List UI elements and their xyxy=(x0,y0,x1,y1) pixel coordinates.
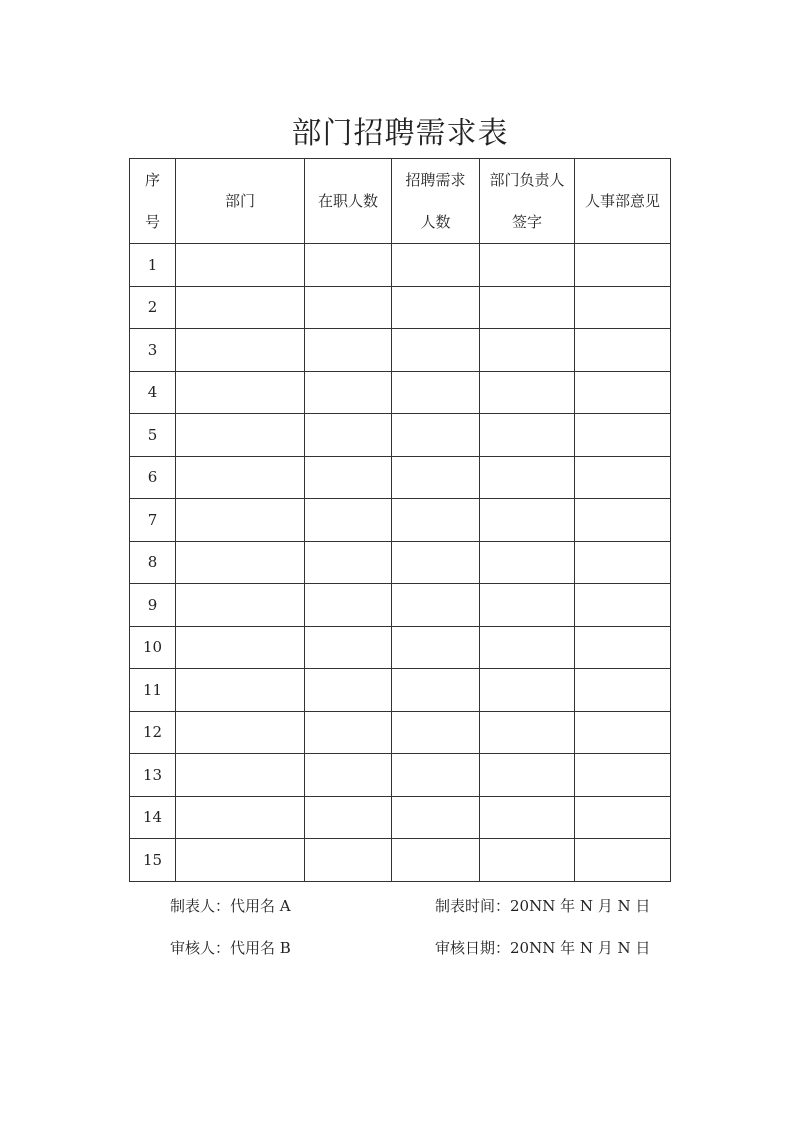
cell-manager-sign[interactable] xyxy=(480,541,575,584)
cell-hr-opinion[interactable] xyxy=(575,286,671,329)
table-row xyxy=(130,499,671,542)
cell-department[interactable] xyxy=(176,499,305,542)
row-seq-number: 12 xyxy=(130,711,176,754)
cell-hr-opinion[interactable] xyxy=(575,414,671,457)
cell-current-staff[interactable] xyxy=(305,371,392,414)
header-sign-line2: 签字 xyxy=(511,213,542,231)
cell-manager-sign[interactable] xyxy=(480,711,575,754)
cell-hr-opinion[interactable] xyxy=(575,669,671,712)
row-seq-number: 1 xyxy=(130,244,176,287)
cell-recruit-count[interactable] xyxy=(392,754,480,797)
table-row xyxy=(130,286,671,329)
header-sign-line1: 部门负责人 xyxy=(489,171,565,189)
cell-manager-sign[interactable] xyxy=(480,839,575,882)
cell-manager-sign[interactable] xyxy=(480,669,575,712)
header-manager-sign xyxy=(480,159,575,244)
row-seq-number: 14 xyxy=(130,796,176,839)
header-seq-line2: 号 xyxy=(144,213,160,231)
form-title: 部门招聘需求表 xyxy=(291,116,509,151)
cell-recruit-count[interactable] xyxy=(392,329,480,372)
cell-recruit-count[interactable] xyxy=(392,414,480,457)
header-recruit-count xyxy=(392,159,480,244)
cell-manager-sign[interactable] xyxy=(480,796,575,839)
cell-hr-opinion[interactable] xyxy=(575,499,671,542)
recruitment-table xyxy=(129,158,671,882)
cell-hr-opinion[interactable] xyxy=(575,541,671,584)
table-row xyxy=(130,371,671,414)
table-row xyxy=(130,839,671,882)
table-row xyxy=(130,414,671,457)
row-seq-number: 8 xyxy=(130,541,176,584)
table-row xyxy=(130,456,671,499)
cell-recruit-count[interactable] xyxy=(392,584,480,627)
cell-recruit-count[interactable] xyxy=(392,839,480,882)
row-seq-number: 11 xyxy=(130,669,176,712)
cell-recruit-count[interactable] xyxy=(392,669,480,712)
cell-department[interactable] xyxy=(176,244,305,287)
cell-current-staff[interactable] xyxy=(305,584,392,627)
cell-current-staff[interactable] xyxy=(305,329,392,372)
cell-manager-sign[interactable] xyxy=(480,499,575,542)
table-row xyxy=(130,796,671,839)
cell-current-staff[interactable] xyxy=(305,754,392,797)
cell-current-staff[interactable] xyxy=(305,541,392,584)
cell-recruit-count[interactable] xyxy=(392,499,480,542)
row-seq-number: 3 xyxy=(130,329,176,372)
footer-review-date: 审核日期：20NN 年 N 月 N 日 xyxy=(435,939,651,957)
cell-recruit-count[interactable] xyxy=(392,371,480,414)
cell-current-staff[interactable] xyxy=(305,669,392,712)
footer-make-time: 制表时间：20NN 年 N 月 N 日 xyxy=(435,897,651,915)
header-seq-line1: 序 xyxy=(144,171,160,189)
cell-current-staff[interactable] xyxy=(305,499,392,542)
cell-recruit-count[interactable] xyxy=(392,711,480,754)
table-row xyxy=(130,711,671,754)
table-row xyxy=(130,541,671,584)
table-row xyxy=(130,244,671,287)
cell-hr-opinion[interactable] xyxy=(575,371,671,414)
row-seq-number: 5 xyxy=(130,414,176,457)
cell-hr-opinion[interactable] xyxy=(575,456,671,499)
cell-department[interactable] xyxy=(176,371,305,414)
cell-current-staff[interactable] xyxy=(305,796,392,839)
header-recruit-line2: 人数 xyxy=(420,213,451,231)
row-seq-number: 15 xyxy=(130,839,176,882)
cell-hr-opinion[interactable] xyxy=(575,754,671,797)
header-current-staff: 在职人数 xyxy=(305,159,392,244)
cell-department[interactable] xyxy=(176,584,305,627)
row-seq-number: 10 xyxy=(130,626,176,669)
cell-hr-opinion[interactable] xyxy=(575,584,671,627)
row-seq-number: 7 xyxy=(130,499,176,542)
cell-hr-opinion[interactable] xyxy=(575,626,671,669)
cell-hr-opinion[interactable] xyxy=(575,711,671,754)
cell-recruit-count[interactable] xyxy=(392,541,480,584)
header-department: 部门 xyxy=(176,159,305,244)
cell-recruit-count[interactable] xyxy=(392,456,480,499)
cell-department[interactable] xyxy=(176,839,305,882)
header-recruit-line1: 招聘需求 xyxy=(405,171,466,189)
cell-department[interactable] xyxy=(176,796,305,839)
cell-current-staff[interactable] xyxy=(305,244,392,287)
table-row xyxy=(130,669,671,712)
cell-manager-sign[interactable] xyxy=(480,414,575,457)
cell-hr-opinion[interactable] xyxy=(575,796,671,839)
row-seq-number: 13 xyxy=(130,754,176,797)
cell-hr-opinion[interactable] xyxy=(575,329,671,372)
cell-department[interactable] xyxy=(176,414,305,457)
header-hr-opinion: 人事部意见 xyxy=(575,159,671,244)
cell-recruit-count[interactable] xyxy=(392,286,480,329)
cell-manager-sign[interactable] xyxy=(480,371,575,414)
table-header-row xyxy=(130,159,671,244)
row-seq-number: 6 xyxy=(130,456,176,499)
cell-current-staff[interactable] xyxy=(305,456,392,499)
footer-maker: 制表人：代用名 A xyxy=(170,897,291,915)
header-seq xyxy=(130,159,176,244)
cell-department[interactable] xyxy=(176,754,305,797)
cell-manager-sign[interactable] xyxy=(480,626,575,669)
cell-department[interactable] xyxy=(176,541,305,584)
cell-current-staff[interactable] xyxy=(305,414,392,457)
table-row xyxy=(130,584,671,627)
cell-department[interactable] xyxy=(176,286,305,329)
cell-current-staff[interactable] xyxy=(305,839,392,882)
cell-department[interactable] xyxy=(176,669,305,712)
table-row xyxy=(130,329,671,372)
cell-recruit-count[interactable] xyxy=(392,244,480,287)
row-seq-number: 9 xyxy=(130,584,176,627)
cell-hr-opinion[interactable] xyxy=(575,244,671,287)
cell-recruit-count[interactable] xyxy=(392,626,480,669)
cell-department[interactable] xyxy=(176,329,305,372)
row-seq-number: 2 xyxy=(130,286,176,329)
table-body xyxy=(130,244,671,882)
table-row xyxy=(130,754,671,797)
footer-reviewer: 审核人：代用名 B xyxy=(170,939,291,957)
cell-manager-sign[interactable] xyxy=(480,244,575,287)
cell-current-staff[interactable] xyxy=(305,286,392,329)
cell-current-staff[interactable] xyxy=(305,626,392,669)
cell-hr-opinion[interactable] xyxy=(575,839,671,882)
cell-manager-sign[interactable] xyxy=(480,456,575,499)
cell-department[interactable] xyxy=(176,711,305,754)
cell-manager-sign[interactable] xyxy=(480,286,575,329)
cell-department[interactable] xyxy=(176,626,305,669)
cell-manager-sign[interactable] xyxy=(480,329,575,372)
cell-recruit-count[interactable] xyxy=(392,796,480,839)
cell-manager-sign[interactable] xyxy=(480,754,575,797)
cell-manager-sign[interactable] xyxy=(480,584,575,627)
table-row xyxy=(130,626,671,669)
cell-current-staff[interactable] xyxy=(305,711,392,754)
row-seq-number: 4 xyxy=(130,371,176,414)
cell-department[interactable] xyxy=(176,456,305,499)
